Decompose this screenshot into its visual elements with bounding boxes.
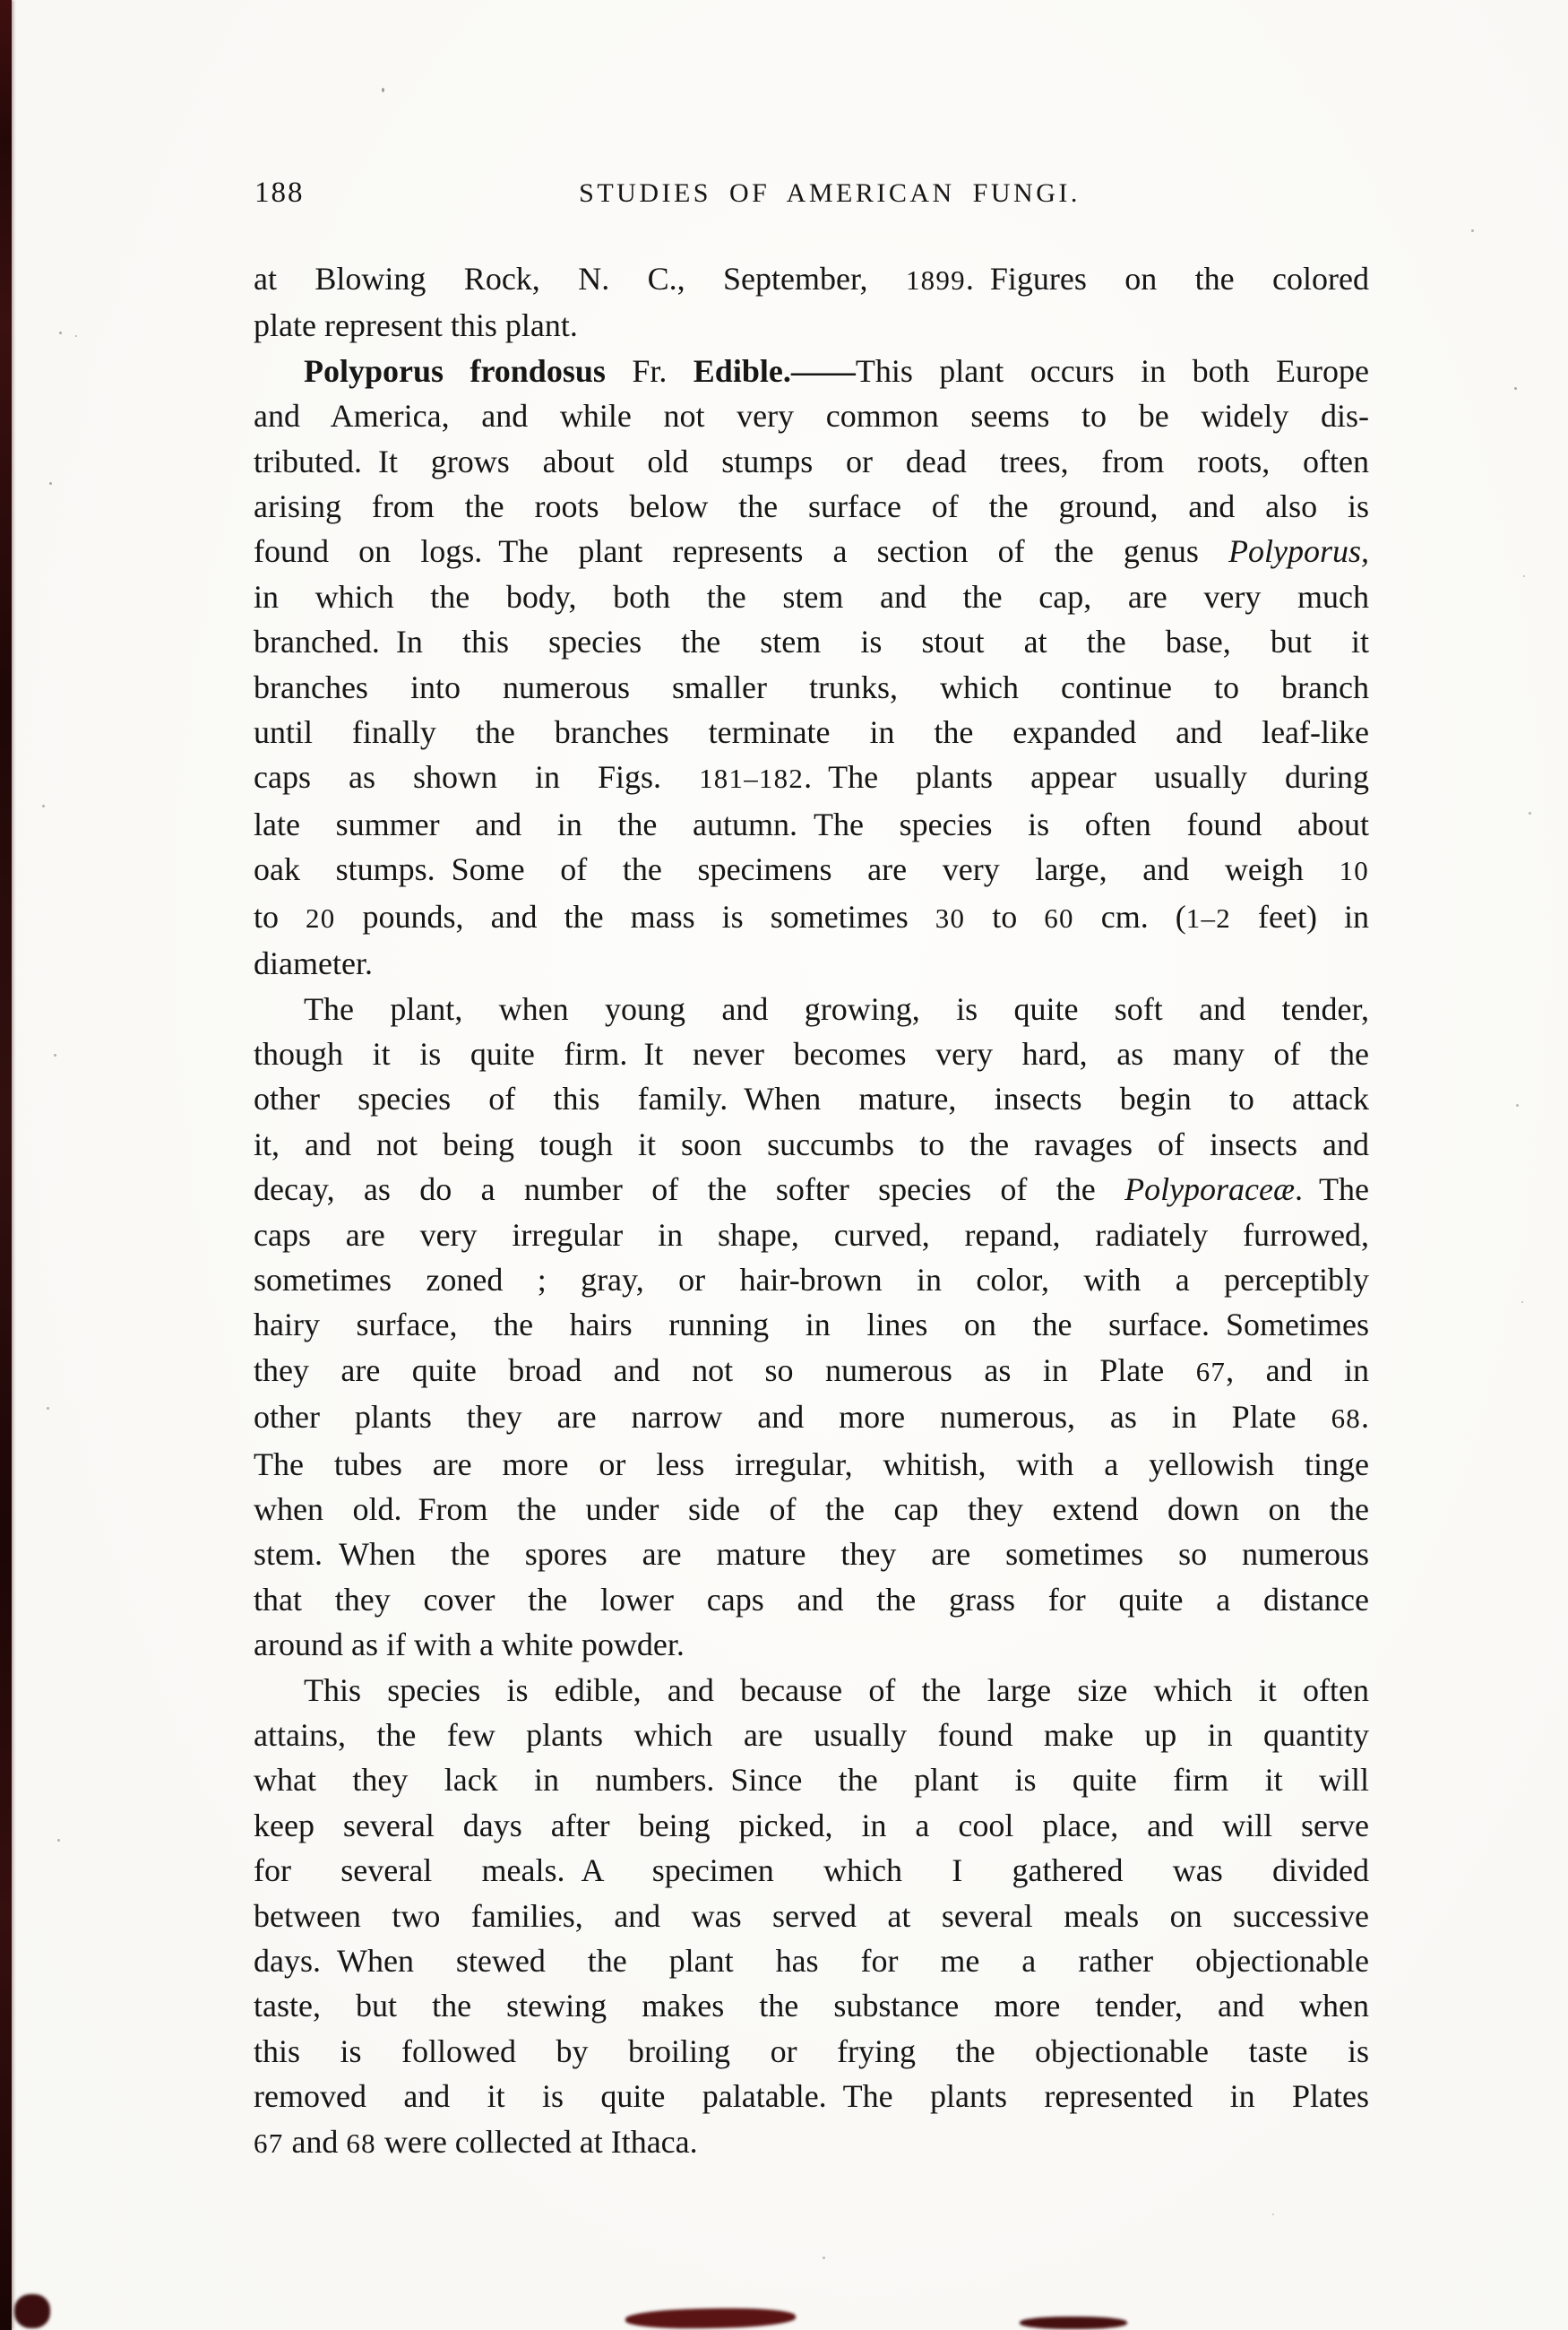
scan-smudge [625,2307,796,2329]
page-number: 188 [254,177,305,209]
text-line: arising from the roots below the surface of the ground, and also is [254,488,1369,525]
text-line: removed and it is quite palatable. The plants represented in Plates [254,2078,1369,2115]
text-line: decay, as do a number of the softer species of the Polyporaceæ. The [254,1171,1369,1208]
text-line: other species of this family. When mature, insects begin to attack [254,1081,1369,1118]
scan-speck [1516,1104,1519,1107]
text-line: in which the body, both the stem and the cap, are very much [254,578,1369,615]
text-line: hairy surface, the hairs running in lines on the surface. Sometimes [254,1307,1369,1343]
text-line: stem. When the spores are mature they are sometimes so numerous [254,1536,1369,1573]
paragraph [254,349,1369,987]
text-line: caps are very irregular in shape, curved, repand, radiately furrowed, [254,1216,1369,1253]
text-line: keep several days after being picked, in a cool place, and will serve [254,1807,1369,1843]
text-line: The tubes are more or less irregular, whitish, with a yellowish tinge [254,1445,1369,1482]
scan-speck [1523,575,1525,577]
scan-smudge [1020,2317,1127,2329]
text-line: The plant, when young and growing, is quite soft and tender, [304,990,1369,1027]
scan-speck [75,335,77,337]
text-line: though it is quite firm. It never becomes very hard, as many of the [254,1035,1369,1072]
scan-speck [1272,2214,1274,2215]
scan-speck [823,2257,825,2259]
text-line: late summer and in the autumn. The species is often found about [254,806,1369,842]
scan-speck [49,482,52,485]
text-line: Polyporus frondosus Fr. Edible.——This plant occurs in both Europe [304,352,1369,389]
text-line: between two families, and was served at several meals on successive [254,1897,1369,1934]
scan-speck [1529,812,1531,815]
text-line: what they lack in numbers. Since the plant is quite firm it will [254,1762,1369,1799]
text-line: and America, and while not very common seems to be widely dis- [254,398,1369,435]
scan-speck [1514,387,1517,390]
paragraph [254,1668,1369,2166]
text-line: taste, but the stewing makes the substance more tender, and when [254,1988,1369,2024]
text-line: attains, the few plants which are usually found make up in quantity [254,1717,1369,1753]
running-title: STUDIES OF AMERICAN FUNGI. [579,178,1081,208]
text-line: days. When stewed the plant has for me a rather objectionable [254,1943,1369,1980]
text-line: diameter. [254,945,373,982]
paragraph [254,987,1369,1668]
text-line: until finally the branches terminate in the expanded and leaf-like [254,714,1369,751]
text-line: caps as shown in Figs. 181–182. The plants appear usually during [254,759,1369,796]
scan-speck [57,1839,60,1842]
scan-smudge [14,2294,50,2328]
scan-speck [1471,229,1474,232]
text-line: to 20 pounds, and the mass is sometimes 30 to 60 cm. (1–2 feet) in [254,898,1369,935]
text-line: tributed. It grows about old stumps or dead trees, from roots, often [254,443,1369,479]
text-line: this is followed by broiling or frying the objectionable taste is [254,2032,1369,2069]
scan-speck [47,1407,49,1410]
text-line: around as if with a white powder. [254,1627,685,1663]
text-line: that they cover the lower caps and the grass for quite a distance [254,1581,1369,1618]
text-line: they are quite broad and not so numerous as in Plate 67, and in [254,1351,1369,1388]
text-line: plate represent this plant. [254,307,578,344]
text-line: other plants they are narrow and more numerous, as in Plate 68. [254,1399,1369,1436]
scan-speck [382,88,384,92]
scan-speck [42,805,45,807]
text-line: at Blowing Rock, N. C., September, 1899. Figures on the colored [254,261,1369,297]
paragraph [254,256,1369,349]
scan-speck [59,332,62,334]
text-line: when old. From the under side of the cap they extend down on the [254,1490,1369,1527]
text-line: found on logs. The plant represents a section of the genus Polyporus, [254,533,1369,570]
scan-gutter-artifact [0,0,12,2330]
text-line: 67 and 68 were collected at Ithaca. [254,2123,698,2160]
text-line: sometimes zoned ; gray, or hair-brown in color, with a perceptibly [254,1261,1369,1298]
text-block [254,256,1369,2166]
text-line: branched. In this species the stem is stout at the base, but it [254,624,1369,660]
text-line: This species is edible, and because of the large size which it often [304,1671,1369,1708]
text-line: for several meals. A specimen which I gathered was divided [254,1852,1369,1889]
text-line: it, and not being tough it soon succumbs to the ravages of insects and [254,1126,1369,1162]
scan-speck [1521,1301,1523,1303]
scan-speck [54,1054,56,1057]
text-line: oak stumps. Some of the specimens are very large, and weigh 10 [254,851,1369,888]
text-line: branches into numerous smaller trunks, which continue to branch [254,669,1369,705]
